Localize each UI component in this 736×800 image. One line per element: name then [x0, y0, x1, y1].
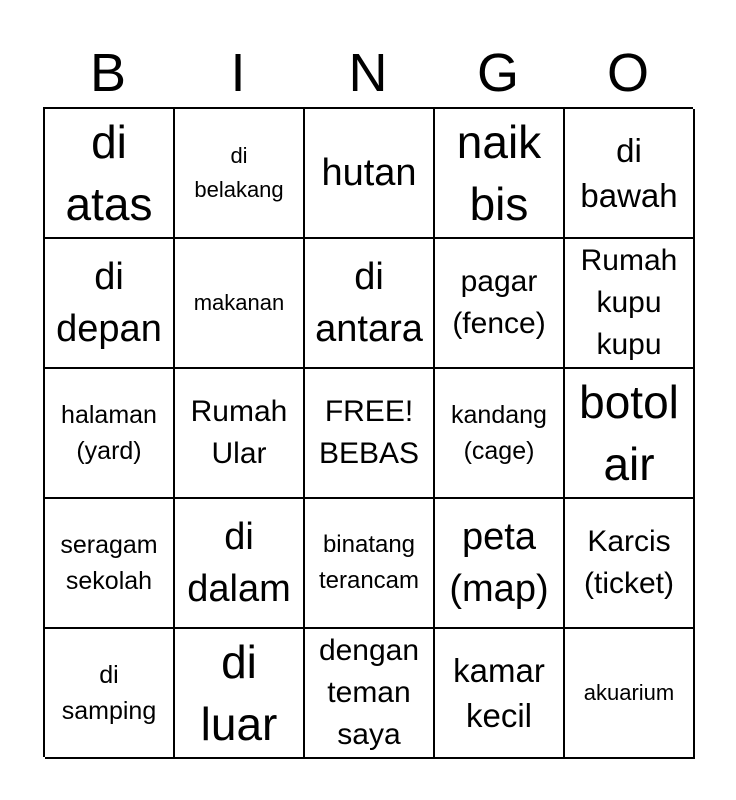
cell-text: makanan: [193, 290, 285, 315]
cell-text: naik bis: [456, 116, 542, 230]
bingo-cell[interactable]: [435, 369, 565, 499]
cell-text: di depan: [56, 256, 162, 350]
cell-text: di belakang: [194, 143, 284, 202]
cell-text: dengan teman saya: [318, 634, 420, 751]
header-letter-o: O: [606, 43, 649, 103]
bingo-cell[interactable]: [565, 239, 695, 369]
bingo-cell[interactable]: [175, 109, 305, 239]
cell-text: botol air: [579, 376, 679, 490]
bingo-cell[interactable]: [305, 109, 435, 239]
cell-text: binatang terancam: [318, 531, 420, 594]
header-letter-g: G: [476, 43, 519, 103]
cell-text: di antara: [315, 256, 423, 350]
cell-text: di dalam: [187, 516, 291, 610]
bingo-header: [43, 40, 693, 106]
cell-text: Rumah Ular: [190, 395, 288, 470]
bingo-cell[interactable]: [175, 499, 305, 629]
cell-text: di luar: [200, 636, 278, 750]
cell-text: halaman (yard): [61, 401, 157, 465]
bingo-cell[interactable]: [435, 109, 565, 239]
bingo-cell[interactable]: [565, 499, 695, 629]
bingo-cell[interactable]: [435, 629, 565, 759]
cell-text: FREE! BEBAS: [318, 395, 420, 470]
bingo-cell[interactable]: [305, 499, 435, 629]
bingo-cell[interactable]: [305, 629, 435, 759]
cell-text: seragam sekolah: [60, 531, 158, 595]
bingo-cell[interactable]: [45, 369, 175, 499]
bingo-cell[interactable]: [435, 499, 565, 629]
cell-text: di samping: [61, 661, 157, 725]
bingo-cell[interactable]: [305, 239, 435, 369]
header-letter-n: N: [348, 43, 388, 103]
bingo-cell[interactable]: [175, 239, 305, 369]
bingo-card-grid: [43, 107, 693, 757]
free-space-cell[interactable]: [305, 369, 435, 499]
cell-text: hutan: [321, 152, 417, 194]
cell-text: di atas: [65, 116, 153, 230]
bingo-cell[interactable]: [175, 369, 305, 499]
header-letter-i: I: [230, 43, 246, 103]
cell-text: di bawah: [580, 132, 678, 214]
bingo-cell[interactable]: [565, 369, 695, 499]
cell-text: pagar (fence): [452, 265, 546, 340]
cell-text: kamar kecil: [453, 652, 545, 734]
header-letter-b: B: [89, 43, 127, 103]
cell-text: Rumah kupu kupu: [580, 244, 678, 361]
bingo-cell[interactable]: [565, 109, 695, 239]
bingo-cell[interactable]: [175, 629, 305, 759]
cell-text: Karcis (ticket): [584, 525, 674, 600]
bingo-cell[interactable]: [45, 239, 175, 369]
cell-text: peta (map): [449, 516, 549, 610]
bingo-cell[interactable]: [565, 629, 695, 759]
bingo-cell[interactable]: [45, 629, 175, 759]
bingo-cell[interactable]: [45, 109, 175, 239]
cell-text: kandang (cage): [451, 401, 547, 465]
cell-text: akuarium: [583, 680, 675, 705]
bingo-cell[interactable]: [435, 239, 565, 369]
bingo-cell[interactable]: [45, 499, 175, 629]
